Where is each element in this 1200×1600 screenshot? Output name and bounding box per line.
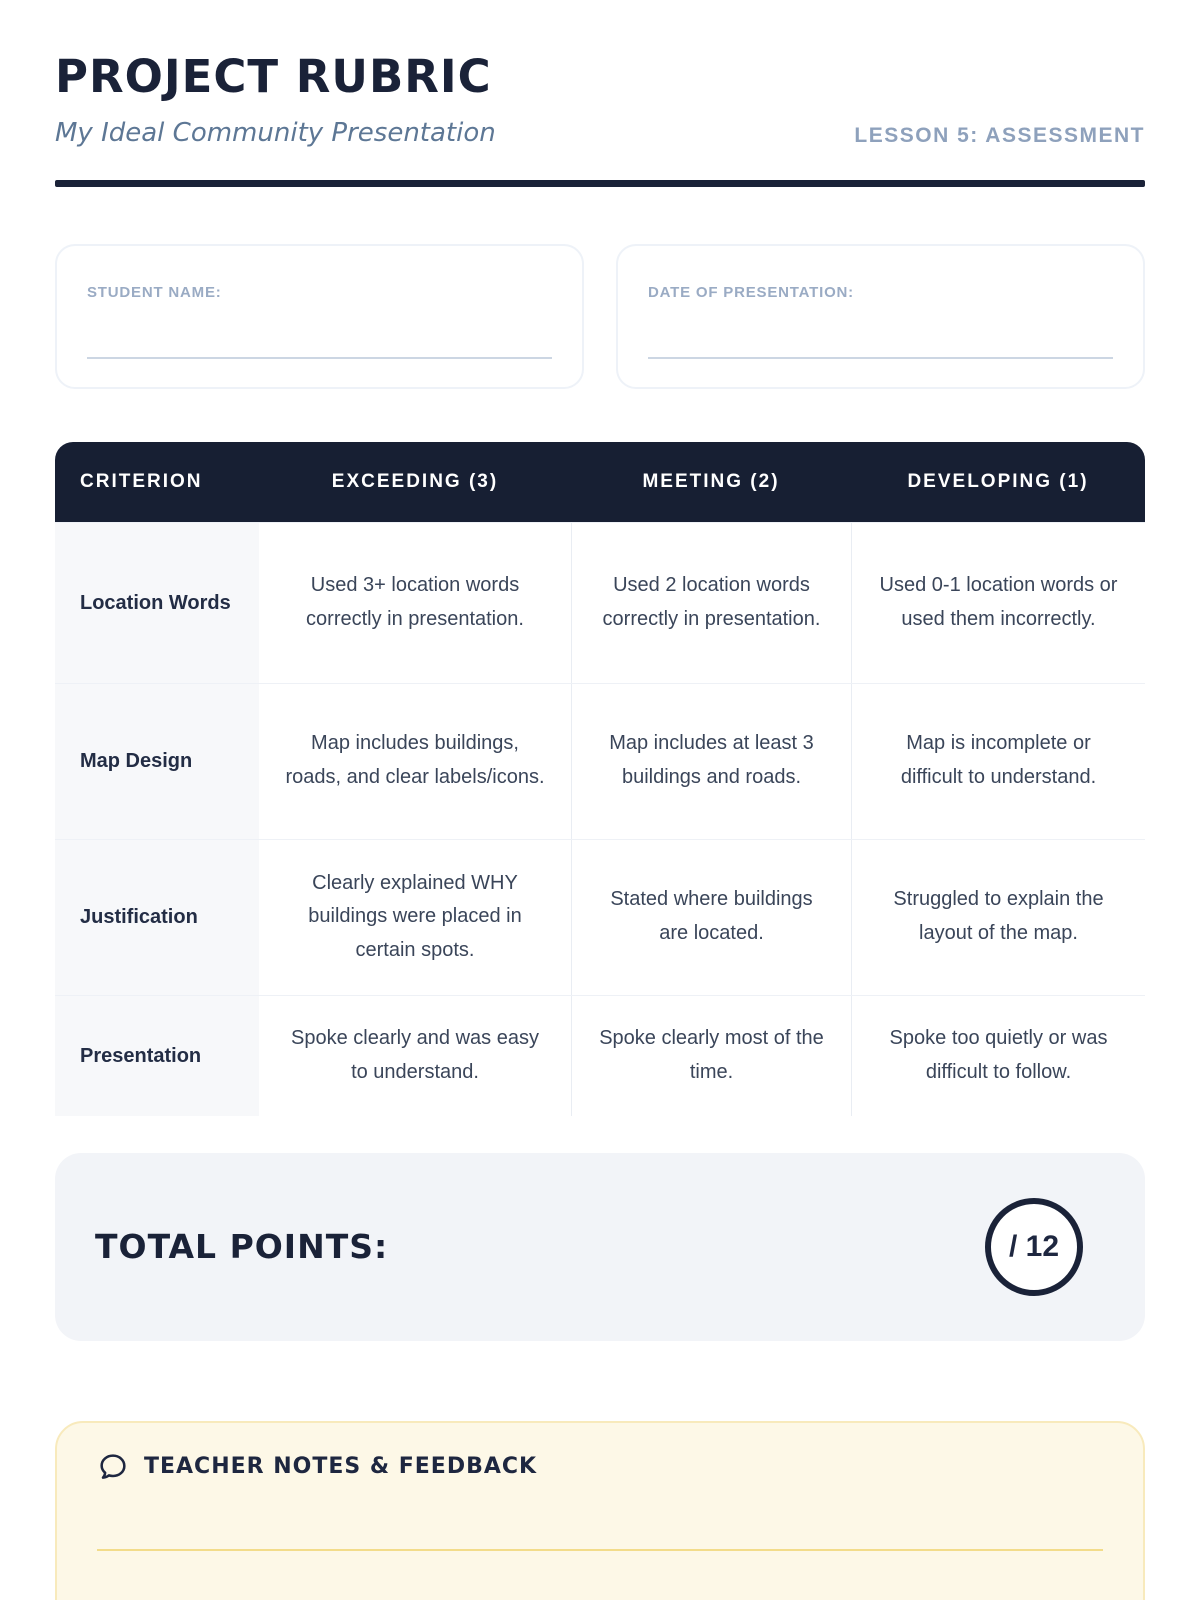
speech-bubble-icon: [97, 1451, 129, 1483]
criterion-label: Location Words: [55, 523, 259, 683]
developing-cell: Spoke too quietly or was difficult to follow.: [851, 996, 1145, 1116]
student-info-row: [55, 244, 1145, 389]
exceeding-cell: Used 3+ location words correctly in presentation.: [306, 573, 524, 630]
exceeding-cell: Spoke clearly and was easy to understand.: [291, 1026, 539, 1083]
score-entry-circle[interactable]: / 12: [985, 1198, 1083, 1296]
table-row: [55, 522, 1145, 683]
presentation-date-label: DATE OF PRESENTATION:: [648, 283, 854, 301]
rubric-table: [55, 442, 1145, 1116]
student-name-input[interactable]: [87, 357, 552, 359]
total-points-box: [55, 1153, 1145, 1341]
meeting-cell: Spoke clearly most of the time.: [571, 996, 851, 1116]
presentation-date-input[interactable]: [648, 357, 1113, 359]
teacher-notes-header: [97, 1451, 1103, 1483]
header-row: [55, 114, 1145, 148]
page-subtitle: My Ideal Community Presentation: [55, 117, 496, 148]
column-header-meeting: MEETING (2): [642, 470, 780, 492]
meeting-cell: Map includes at least 3 buildings and roads.: [571, 684, 851, 839]
column-header-criterion: CRITERION: [80, 470, 203, 492]
exceeding-cell: Clearly explained WHY buildings were placed in certain spots.: [308, 871, 522, 961]
column-header-developing: DEVELOPING (1): [907, 470, 1089, 492]
table-header-row: [55, 442, 1145, 522]
exceeding-cell: Map includes buildings, roads, and clear labels/icons.: [285, 732, 545, 788]
teacher-notes-label: TEACHER NOTES & FEEDBACK: [144, 1454, 538, 1479]
lesson-tag: LESSON 5: ASSESSMENT: [854, 123, 1145, 147]
student-name-box: [55, 244, 584, 389]
presentation-date-box: [616, 244, 1145, 389]
page-title: PROJECT RUBRIC: [55, 50, 492, 103]
criterion-label: Justification: [55, 840, 259, 995]
teacher-notes-input[interactable]: [97, 1549, 1103, 1551]
developing-cell: Used 0-1 location words or used them incorrectly.: [851, 523, 1145, 683]
meeting-cell: Stated where buildings are located.: [571, 840, 851, 995]
total-points-label: TOTAL POINTS:: [95, 1227, 389, 1266]
column-header-exceeding: EXCEEDING (3): [331, 470, 499, 492]
teacher-notes-box: [55, 1421, 1145, 1600]
header-divider: [55, 180, 1145, 187]
meeting-cell: Used 2 location words correctly in presentation.: [571, 523, 851, 683]
table-row: [55, 995, 1145, 1116]
table-row: [55, 683, 1145, 839]
criterion-label: Map Design: [55, 684, 259, 839]
table-row: [55, 839, 1145, 995]
developing-cell: Map is incomplete or difficult to understand.: [851, 684, 1145, 839]
student-name-label: STUDENT NAME:: [87, 283, 222, 301]
criterion-label: Presentation: [55, 996, 259, 1116]
developing-cell: Struggled to explain the layout of the map.: [851, 840, 1145, 995]
